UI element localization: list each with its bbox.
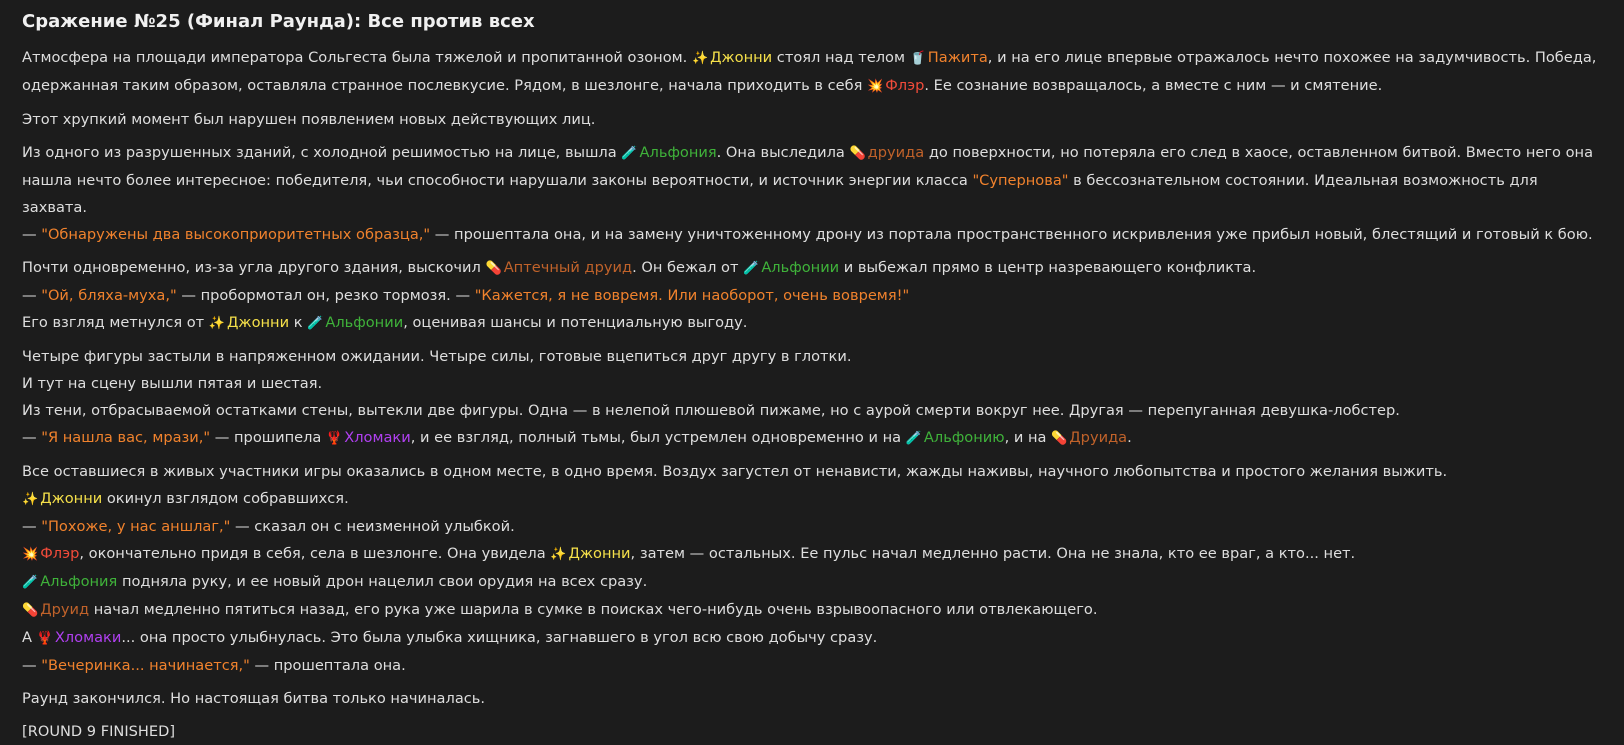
sparkles-icon: ✨ [22,492,39,507]
text: Его взгляд метнулся от [22,314,209,331]
text: — прошептала она. [249,657,406,674]
page-title: Сражение №25 (Финал Раунда): Все против всех [22,11,535,32]
text: Почти одновременно, из-за угла другого здания, выскочил [22,259,486,276]
paragraph-14 [22,513,1602,540]
sparkles-icon: ✨ [208,316,226,331]
character-druid: Аптечный друид [503,259,633,276]
cup-icon: 🥤 [909,51,926,66]
dash: — [22,657,42,674]
test-tube-icon: 🧪 [22,575,39,590]
paragraph-18 [22,624,1602,652]
paragraph-10: Из тени, отбрасываемой остатками стены, вытекли две фигуры. Одна — в нелепой плюшевой пижаме, но с аурой смерти вокруг нее. Другая — перепуганная девушка-лобстер. [22,402,1400,419]
text: — сказал он с неизменной улыбкой. [230,518,515,535]
pill-icon: 💊 [1051,431,1068,446]
paragraph-3 [22,139,1602,221]
text: . [1127,429,1132,446]
paragraph-7 [22,309,1602,337]
character-druid: друида [867,144,925,161]
test-tube-icon: 🧪 [743,261,760,276]
lobster-icon: 🦞 [326,431,343,446]
text: — пробормотал он, резко тормозя. — [176,287,475,304]
dash: — [22,226,42,243]
text: к [289,314,308,331]
paragraph-1 [22,44,1602,100]
character-dzhonni: Джонни [568,545,631,562]
character-alfoniya: Альфонию [923,429,1005,446]
pill-icon: 💊 [22,603,39,618]
text: и выбежал прямо в центр назревающего конфликта. [839,259,1257,276]
text: до поверхности, но потеряла его след в хаосе, оставленном битвой. Вместо него она нашла нечто более интересное: победителя, чьи способности нарушали законы вероятности, и источник энергии класса [22,144,1594,189]
paragraph-12: Все оставшиеся в живых участники игры оказались в одном месте, в одно время. Воздух загустел от ненависти, жажды наживы, научного любопытства и простого желания выжить. [22,463,1448,480]
quote: "Похоже, у нас аншлаг," [41,518,231,535]
dash: — [22,429,42,446]
test-tube-icon: 🧪 [905,431,922,446]
text: Атмосфера на площади императора Сольгеста была тяжелой и пропитанной озоном. [22,49,692,66]
text: , окончательно придя в себя, села в шезлонге. Она увидела [79,545,551,562]
test-tube-icon: 🧪 [621,146,638,161]
character-khlomaki: Хломаки [54,629,122,646]
quote: "Кажется, я не вовремя. Или наоборот, очень вовремя!" [474,287,910,304]
paragraph-17 [22,596,1602,624]
text: начал медленно пятиться назад, его рука уже шарила в сумке в поисках чего-нибудь очень взрывоопасного или отвлекающего. [89,601,1098,618]
text: подняла руку, и ее новый дрон нацелил свои орудия на всех сразу. [117,573,648,590]
text: ... она просто улыбнулась. Это была улыбка хищника, загнавшего в угол всю свою добычу сразу. [121,629,878,646]
test-tube-icon: 🧪 [307,316,324,331]
paragraph-19 [22,652,1602,679]
text: . Она выследила [716,144,850,161]
character-khlomaki: Хломаки [344,429,411,446]
explosion-icon: 💥 [22,547,39,562]
character-dzhonni: Джонни [227,314,290,331]
pill-icon: 💊 [485,261,502,276]
paragraph-5 [22,254,1602,282]
sparkles-icon: ✨ [550,547,567,562]
text: в бессознательном состоянии. Идеальная возможность для захвата. [22,172,1538,216]
text: , оценивая шансы и потенциальную выгоду. [403,314,748,331]
paragraph-20: Раунд закончился. Но настоящая битва только начиналась. [22,690,486,707]
character-alfoniya: Альфония [639,144,717,161]
character-alfoniya: Альфонии [325,314,404,331]
round-finished-label: [ROUND 9 FINISHED] [22,723,176,740]
quote: "Обнаружены два высокоприоритетных образца," [41,226,431,243]
pill-icon: 💊 [849,146,866,161]
text: , затем — остальных. Ее пульс начал медленно расти. Она не знала, кто ее враг, а кто... нет. [630,545,1356,562]
text: окинул взглядом собравшихся. [102,490,349,507]
dash: — [22,287,42,304]
text: , и на его лице впервые отражалось нечто похожее на задумчивость. Победа, одержанная таким образом, оставляла странное послевкусие. Рядом, в шезлонге, начала приходить в себя [22,49,1597,94]
paragraph-13 [22,485,1602,513]
paragraph-9: И тут на сцену вышли пятая и шестая. [22,375,323,392]
explosion-icon: 💥 [867,79,884,94]
character-flar: Флэр [40,545,80,562]
text: . Он бежал от [632,259,744,276]
quote: "Вечеринка... начинается," [41,657,250,674]
quote: "Я нашла вас, мрази," [41,429,211,446]
sparkles-icon: ✨ [691,51,709,66]
character-alfoniya: Альфония [40,573,118,590]
character-alfoniya: Альфонии [761,259,840,276]
quote: "Ой, бляха-муха," [41,287,177,304]
paragraph-11 [22,424,1602,452]
character-dzhonni: Джонни [710,49,773,66]
text: , и на [1004,429,1052,446]
dash: — [22,518,42,535]
paragraph-15 [22,540,1602,568]
paragraph-8: Четыре фигуры застыли в напряженном ожидании. Четыре силы, готовые вцепиться друг другу в глотки. [22,348,852,365]
paragraph-16 [22,568,1602,596]
text: . Ее сознание возвращалось, а вместе с ним — и смятение. [924,77,1383,94]
paragraph-4 [22,221,1602,248]
character-flar: Флэр [885,77,925,94]
lobster-icon: 🦞 [36,631,53,646]
supernova-label: "Супернова" [972,172,1069,189]
paragraph-2: Этот хрупкий момент был нарушен появлением новых действующих лиц. [22,111,596,128]
character-pazhit: Пажита [927,49,988,66]
text: — прошипела [210,429,327,446]
text: , и ее взгляд, полный тьмы, был устремлен одновременно и на [410,429,906,446]
character-druid: Друида [1069,429,1128,446]
character-dzhonni: Джонни [40,490,103,507]
paragraph-6 [22,282,1602,309]
text: — прошептала она, и на замену уничтоженному дрону из портала пространственного искривления уже прибыл новый, блестящий и готовый к бою. [430,226,1593,243]
character-druid: Друид [40,601,90,618]
text: А [22,629,37,646]
text: стоял над телом [772,49,910,66]
text: Из одного из разрушенных зданий, с холодной решимостью на лице, вышла [22,144,622,161]
